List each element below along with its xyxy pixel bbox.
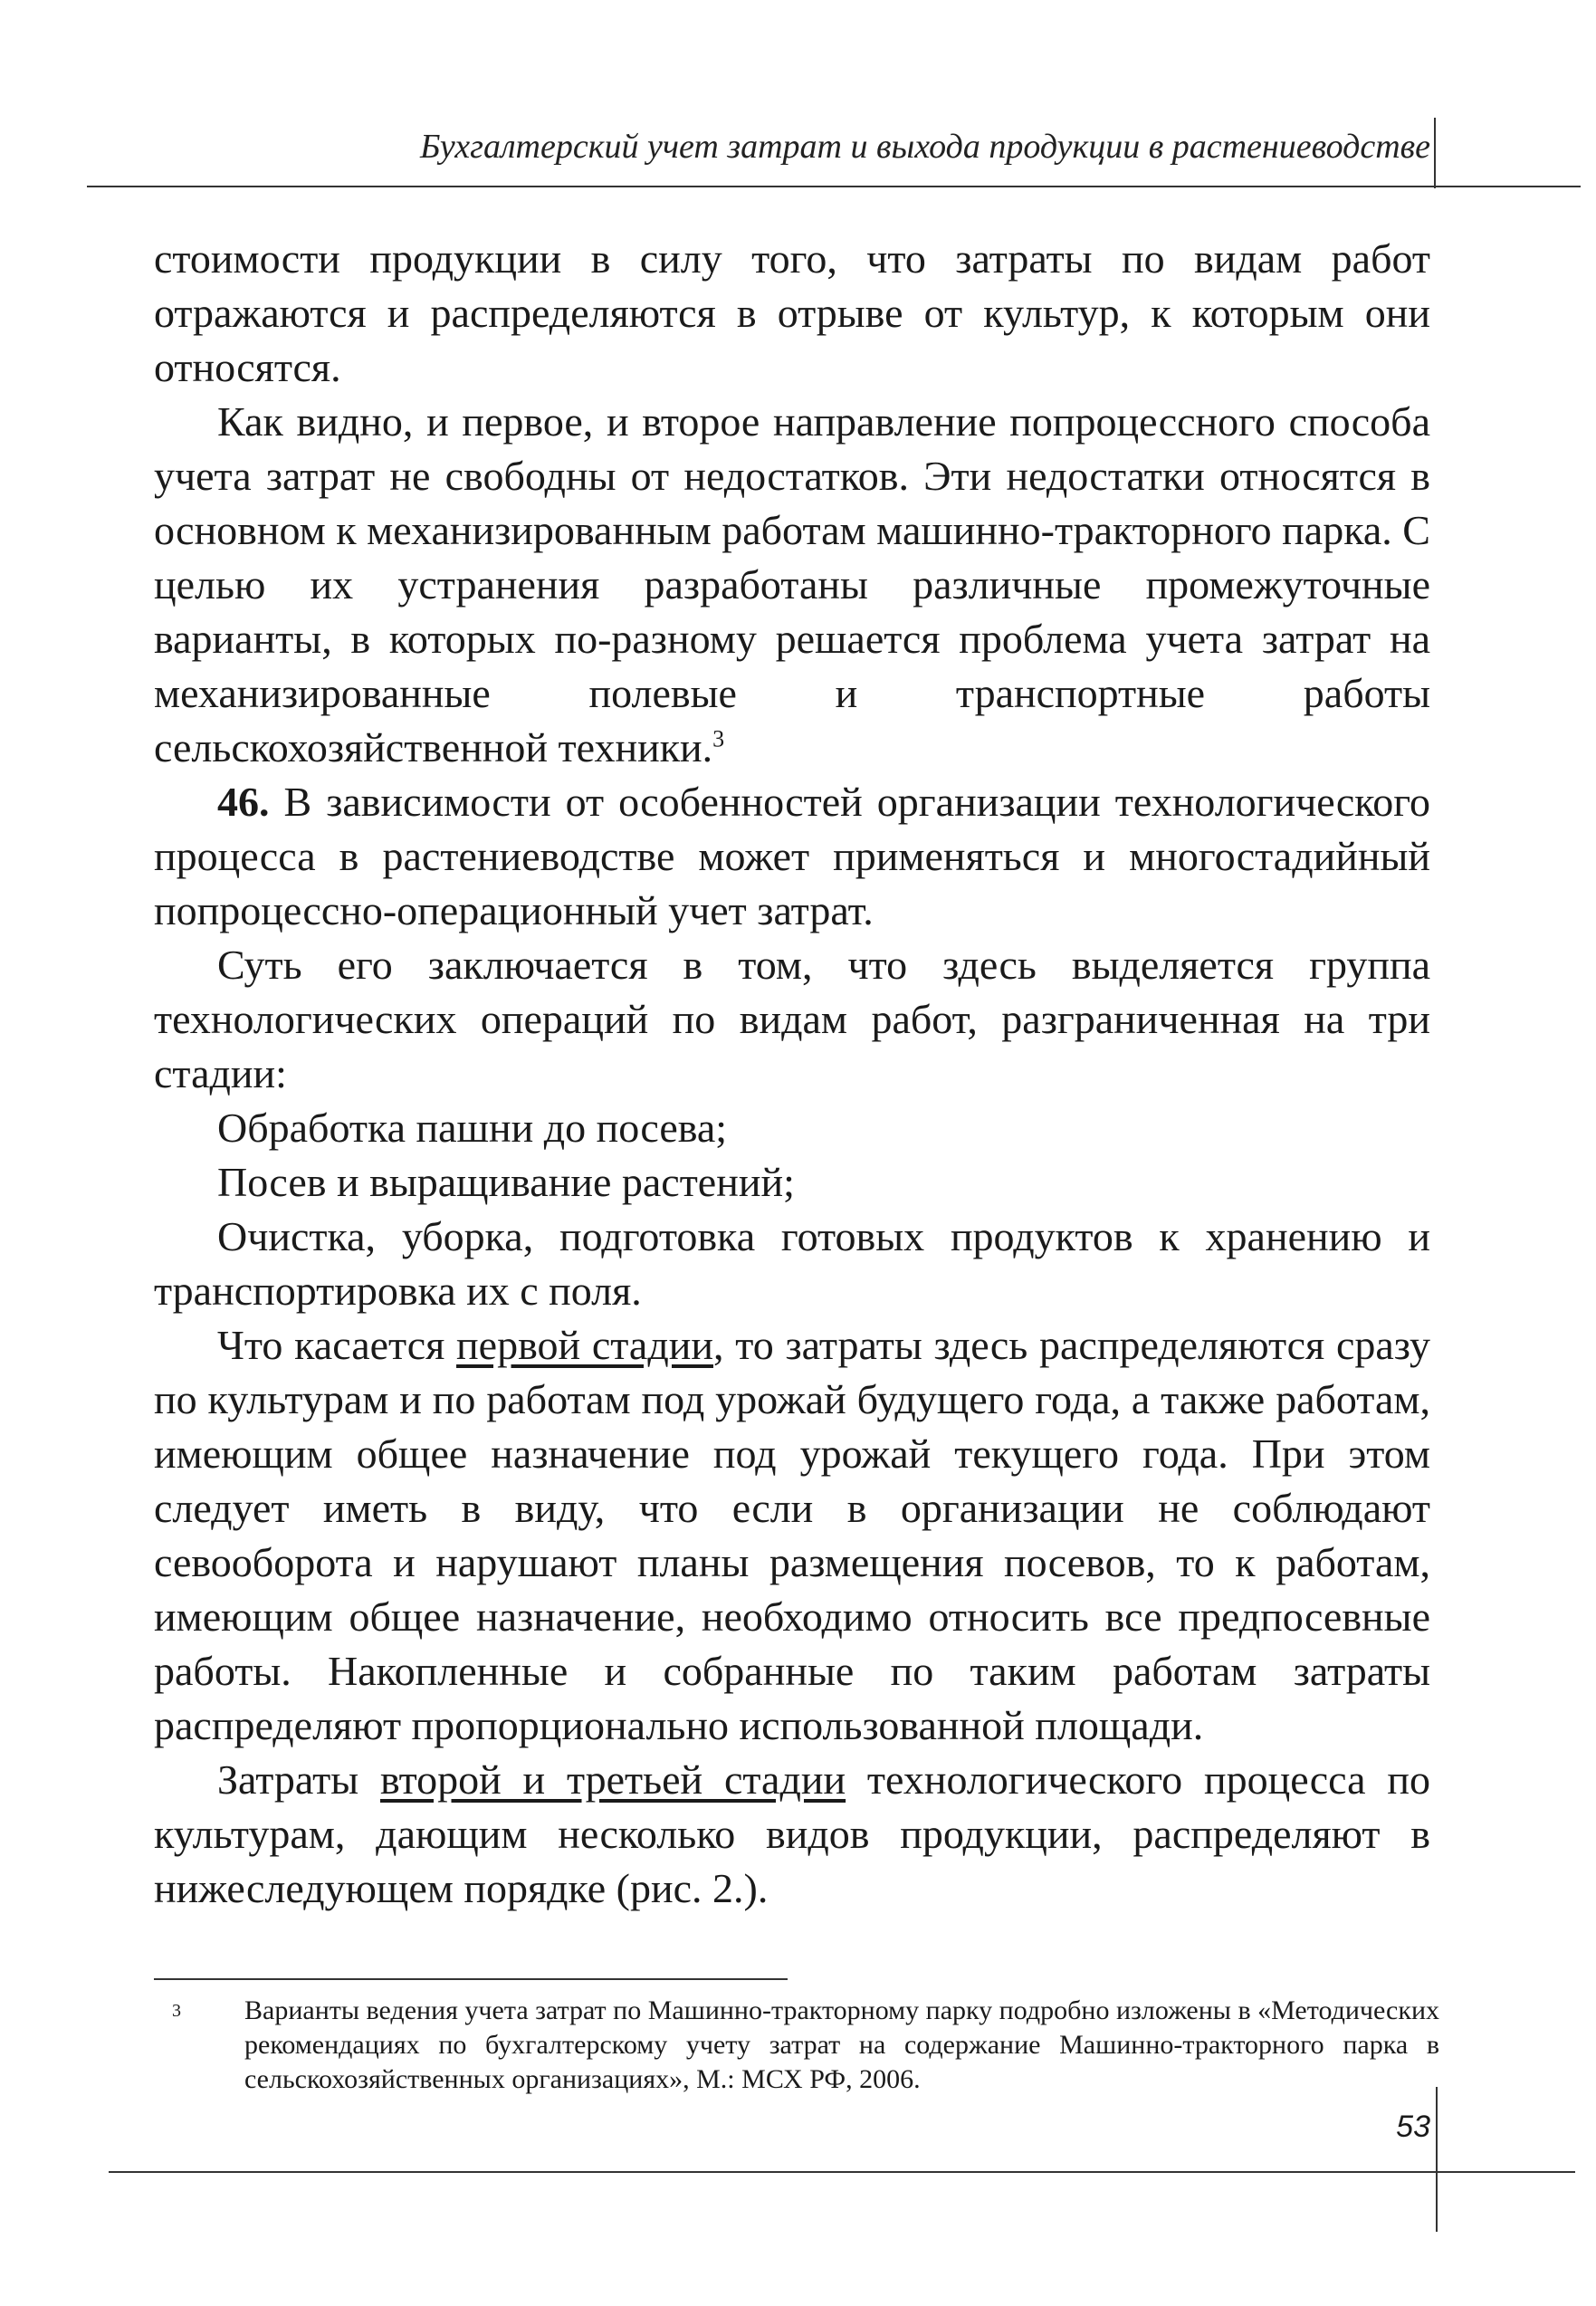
paragraph-46: 46. В зависимости от особенностей организации технологического процесса в растениеводстве может применяться и многостадийный попроцессно-операционный учет затрат.: [154, 779, 1430, 933]
stage-item-3: Очистка, уборка, подготовка готовых продуктов к хранению и транспортировка их с поля.: [154, 1213, 1430, 1314]
footnote-text: Варианты ведения учета затрат по Машинно-тракторному парку подробно изложены в «Методических рекомендациях по бухгалтерскому учету затрат на содержание Машинно-тракторного парка в сельскохозяйственных организациях», М.: МСХ РФ, 2006.: [244, 1995, 1439, 2094]
main-text: [154, 232, 1430, 1916]
footnote-reference: 3: [712, 725, 725, 752]
stage-item-2: Посев и выращивание растений;: [217, 1159, 795, 1205]
footnote-mark: 3: [172, 2001, 181, 2021]
underlined-term-second-third-stage: второй и третьей стадии: [380, 1756, 846, 1803]
section-number: 46.: [217, 779, 270, 825]
footnote-separator: [154, 1978, 788, 1980]
page-number: 53: [1396, 2110, 1430, 2144]
header-vertical-rule: [1434, 118, 1436, 188]
stage-item-1: Обработка пашни до посева;: [217, 1105, 728, 1151]
footnote: [154, 1994, 1439, 2097]
paragraph-essence: Суть его заключается в том, что здесь выделяется группа технологических операций по видам работ, разграниченная на три стадии:: [154, 942, 1430, 1096]
header-rule: [87, 186, 1581, 187]
paragraph-continuation: стоимости продукции в силу того, что затраты по видам работ отражаются и распределяются в отрыве от культур, к которым они относятся.: [154, 235, 1430, 390]
footer-rule: [109, 2171, 1575, 2173]
underlined-term-first-stage: первой стадии: [456, 1322, 713, 1368]
running-header: Бухгалтерский учет затрат и выхода продукции в растениеводстве: [419, 128, 1430, 166]
paragraph-second-third-stage: Затраты второй и третьей стадии технологического процесса по культурам, дающим несколько видов продукции, распределяют в нижеследующем порядке (рис. 2.).: [154, 1756, 1431, 1911]
paragraph-drawbacks: Как видно, и первое, и второе направление попроцессного способа учета затрат не свободны от недостатков. Эти недостатки относятся в основном к механизированным работам машинно-тракторного парка. С целью их устранения разработаны различные промежуточные варианты, в которых по-разному решается проблема учета затрат на механизированные полевые и транспортные работы сельскохозяйственной техники.$^3$: [154, 398, 1430, 770]
paragraph-first-stage: Что касается первой стадии, то затраты здесь распределяются сразу по культурам и по работам под урожай будущего года, а также работам, имеющим общее назначение под урожай текущего года. При этом следует иметь в виду, что если в организации не соблюдают севооборота и нарушают планы размещения посевов, то к работам, имеющим общее назначение, необходимо относить все предпосевные работы. Накопленные и собранные по таким работам затраты распределяют пропорционально использованной площади.: [154, 1322, 1430, 1748]
footer-vertical-rule: [1436, 2087, 1438, 2232]
